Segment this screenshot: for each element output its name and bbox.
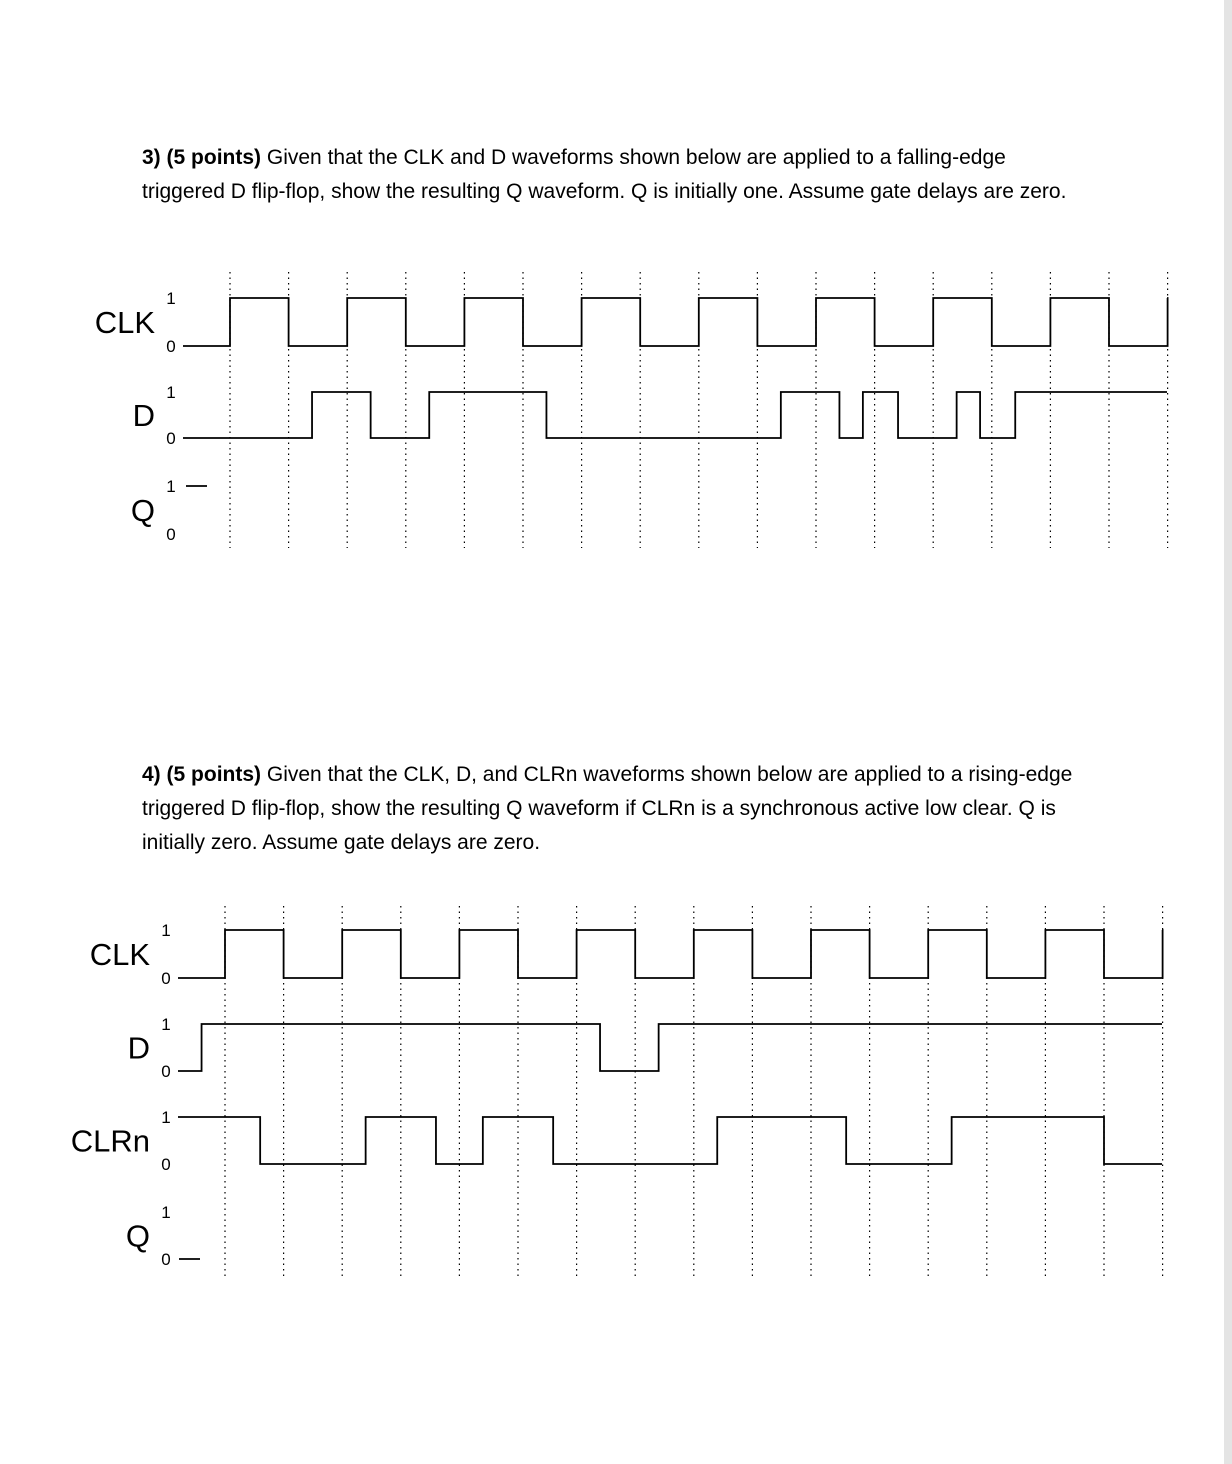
d4-q-high-label: 1 [161,1203,171,1222]
d4-clk-label: CLK [89,937,150,972]
d3-clk-low-label: 0 [166,337,176,356]
d3-d-low-label: 0 [166,429,176,448]
question-4-text: Given that the CLK, D, and CLRn waveforms shown below are applied to a rising-edge triggered D flip-flop, show the resulting Q waveform if CLRn is a synchronous active low clear. Q is initially zero. Assume gate delays are zero. [142,763,1073,854]
d4-clrn-high-label: 1 [161,1108,171,1127]
question-3-text: Given that the CLK and D waveforms shown below are applied to a falling-edge triggered D flip-flop, show the resulting Q waveform. Q is initially one. Assume gate delays are zero. [142,146,1067,203]
d4-clk-waveform [178,930,1163,978]
d4-q-low-label: 0 [161,1250,171,1269]
d3-clk-label: CLK [94,305,155,340]
d4-clrn-label: CLRn [70,1123,150,1159]
d3-d-label: D [132,398,155,433]
d4-d-waveform [178,1024,1162,1071]
question-3-number: 3) [142,146,161,169]
d4-d-high-label: 1 [161,1015,171,1034]
question-4-number: 4) [142,763,161,786]
d4-clrn-waveform [178,1117,1162,1164]
d4-d-low-label: 0 [161,1062,171,1081]
d4-clk-low-label: 0 [161,969,171,988]
d3-q-label: Q [130,493,155,528]
d4-q-label: Q [125,1218,150,1254]
d3-q-low-label: 0 [166,525,176,544]
question-4-points: (5 points) [166,763,262,786]
d4-d-label: D [127,1030,150,1066]
question-3-points: (5 points) [166,146,262,169]
d3-clk-high-label: 1 [166,289,176,308]
d3-d-high-label: 1 [166,383,176,402]
d3-q-high-label: 1 [166,477,176,496]
d4-clk-high-label: 1 [161,921,171,940]
d4-clrn-low-label: 0 [161,1155,171,1174]
